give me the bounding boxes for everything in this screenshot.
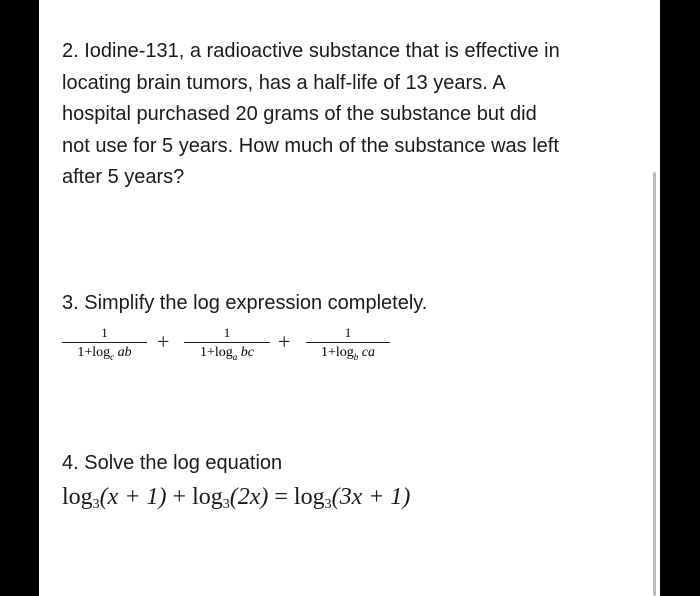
fraction-numerator: 1 xyxy=(101,325,108,340)
question-2-text xyxy=(62,36,642,194)
fraction-denominator: $1+\log_a$ bc xyxy=(199,345,254,362)
equation-term: (x + 1) xyxy=(99,484,167,510)
question-4-title: 4. Solve the log equation xyxy=(62,452,283,474)
question-3-title: 3. Simplify the log expression completely. xyxy=(62,292,428,314)
fraction-numerator: 1 xyxy=(344,325,352,340)
question-2-line: hospital purchased 20 grams of the substance but did xyxy=(62,103,537,125)
question-4-equation xyxy=(62,484,410,513)
plus-operator: + xyxy=(172,484,187,510)
log-operator: log xyxy=(293,484,325,510)
fraction-denominator: $1+\log_c$ ab xyxy=(77,345,132,362)
equation-term: (3x + 1) xyxy=(331,484,411,510)
equals-operator: = xyxy=(274,484,288,510)
log-operator: log xyxy=(192,484,223,510)
question-2-line: after 5 years? xyxy=(62,166,185,188)
fraction-bar xyxy=(62,342,147,343)
scrollbar[interactable] xyxy=(653,172,656,596)
equation-term: (2x) xyxy=(229,484,269,510)
question-2-line: locating brain tumors, has a half-life of 13 years. A xyxy=(62,71,506,94)
fraction-3 xyxy=(306,325,390,366)
log-base: 3 xyxy=(92,497,100,512)
log-base: 3 xyxy=(222,497,230,512)
question-2-line: 2. Iodine-131, a radioactive substance that is effective in xyxy=(62,40,560,62)
plus-operator: + xyxy=(157,329,170,354)
fraction-1 xyxy=(62,325,147,366)
log-operator: log xyxy=(62,484,93,510)
log-base: 3 xyxy=(324,497,332,512)
plus-operator: + xyxy=(278,329,291,354)
fraction-bar xyxy=(306,342,390,343)
fraction-numerator: 1 xyxy=(223,325,231,340)
question-2-line: not use for 5 years. How much of the substance was left xyxy=(62,134,559,157)
fraction-denominator: $1+\log_b$ ca xyxy=(320,345,375,362)
fraction-bar xyxy=(184,342,270,343)
fraction-2 xyxy=(184,325,270,366)
